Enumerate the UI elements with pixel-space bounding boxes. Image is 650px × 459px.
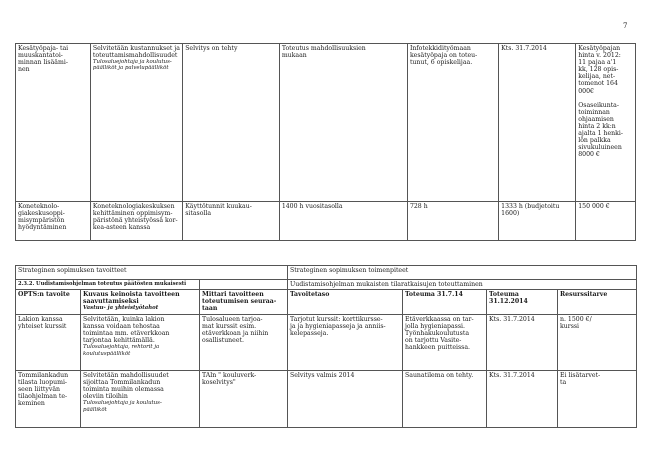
col-header-metric: Mittari tavoitteen toteutumisen seuraa- taan [200, 290, 288, 315]
description-text: Selvitetään, kuinka lakion kanssa voidaan tehostaa toimintaa mm. etäverkkoan tarjontaa kehittämällä. [83, 316, 170, 345]
metric-cell: TAln " kouluverk- koselvitys" [200, 371, 288, 428]
metric-cell: Tulosalueen tarjoa- mat kurssit esim. etäverkkoan ja niihin osallistuneet. [200, 315, 288, 371]
col-header-description-text: Kuvaus keinoista tavoitteen saavuttamiseksi [83, 291, 180, 306]
result-year-cell: Kts. 31.7.2014 [499, 44, 576, 202]
goal-cell: Lakion kanssa yhteiset kurssit [16, 315, 81, 371]
col-header-responsible: Vastuu- ja yhteistyötahot [83, 305, 159, 312]
responsible-text: Tulosaluejohtaja ja koulutus- päälliköt ja palvelupäälliköt [92, 59, 172, 72]
strategy-table [15, 265, 637, 428]
col-header-result-dec: Toteuma 31.12.2014 [487, 290, 558, 315]
metric-cell: Selvitys on tehty [183, 44, 280, 202]
target-cell: Tarjotut kurssit: korttikursse- ja ja hygieniapasseja ja anniis- kelepasseja. [288, 315, 403, 371]
target-cell: Toteutus mahdollisuuksien mukaan [279, 44, 407, 202]
col-header-goal: OPTS:n tavoite [16, 290, 81, 315]
resource-cell: 150 000 € [576, 202, 636, 241]
results-table-continued [15, 43, 636, 241]
goal-cell: Tommilankadun tilasta luopumi- seen liittyvän tilaohjelman te- keminen [16, 371, 81, 428]
table-row [16, 315, 637, 371]
header-actions: Strateginen sopimuksen toimenpiteet [288, 266, 637, 280]
section-title-right: Uudistamisohjelman mukaisten tilaratkaisujen toteuttaminen [288, 280, 637, 290]
goal-cell: Kesätyöpaja- tai muuskantatoi- minnan lisäämi- nen [16, 44, 91, 202]
col-header-description [81, 290, 200, 315]
col-header-target: Tavoitetaso [288, 290, 403, 315]
description-text: Selvitetään kustannukset ja toteuttamismahdollisuudet [92, 45, 180, 60]
description-cell [90, 202, 182, 241]
description-text: Koneteknologiakeskuksen kehittäminen oppimisym- päristönä yhteistyössä kor- kea-asteen kanssa [92, 203, 178, 232]
responsible-text: Tulosaluejohtaja ja koulutus- päälliköt [83, 400, 162, 413]
section-title-left: 2.3.2. Uudistamisohjelman toteutus päätösten mukaisesti [16, 280, 200, 290]
page-number: 7 [623, 22, 628, 30]
metric-cell: Käyttötunnit kuukau- sitasolla [183, 202, 280, 241]
table-row [16, 371, 637, 428]
result-cell: Etäverkkaassa on tar- jolla hygieniapassi. Työnhakukoulutusta on tarjottu Vasite- hankkeen puitteissa. [403, 315, 487, 371]
header-goals: Strateginen sopimuksen tavoitteet [16, 266, 288, 280]
resource-cell: Ei lisätarvet- ta [558, 371, 637, 428]
goal-cell: Koneteknolo- giakeskusoppi- misympäristön hyödyntäminen [16, 202, 91, 241]
target-cell: 1400 h vuositasolla [279, 202, 407, 241]
col-header-result-july: Toteuma 31.7.14 [403, 290, 487, 315]
result-cell: Saunatilema on tehty. [403, 371, 487, 428]
description-cell [81, 371, 200, 428]
col-header-resources: Resurssitarve [558, 290, 637, 315]
description-cell [81, 315, 200, 371]
table-row [16, 202, 636, 241]
result-year-cell: Kts. 31.7.2014 [487, 315, 558, 371]
responsible-text: Tulosaluejohtaja, rehtorit ja koulutuspäälliköt [83, 344, 160, 357]
resource-cell: n. 1500 €/ kurssi [558, 315, 637, 371]
section-row [16, 280, 637, 290]
table-row [16, 44, 636, 202]
target-cell: Selvitys valmis 2014 [288, 371, 403, 428]
resource-cell: Kesätyöpajan hinta v. 2012: 11 pajaa a'1 kk, 128 opis- kelijaa, net- tomenot 164 000€ Osaseikunta- toiminnan ohjaamisen hinta 2 kk:n ajalta 1 henki- lön palkka sivukuluineen 8000 € [576, 44, 636, 202]
result-year-cell: 1333 h (budjetoitu 1600) [499, 202, 576, 241]
column-header-row [16, 290, 637, 315]
result-cell: 728 h [407, 202, 498, 241]
section-spacer [200, 280, 288, 290]
result-year-cell: Kts. 31.7.2014 [487, 371, 558, 428]
description-text: Selvitetään mahdollisuudet sijoittaa Tommilankadun toiminta muihin olemassa oleviin tiloihin [83, 372, 169, 401]
result-cell: Infotekkidityömaan kesätyöpaja on toteu- tunut, 6 opiskelijaa. [407, 44, 498, 202]
header-row [16, 266, 637, 280]
description-cell [90, 44, 182, 202]
